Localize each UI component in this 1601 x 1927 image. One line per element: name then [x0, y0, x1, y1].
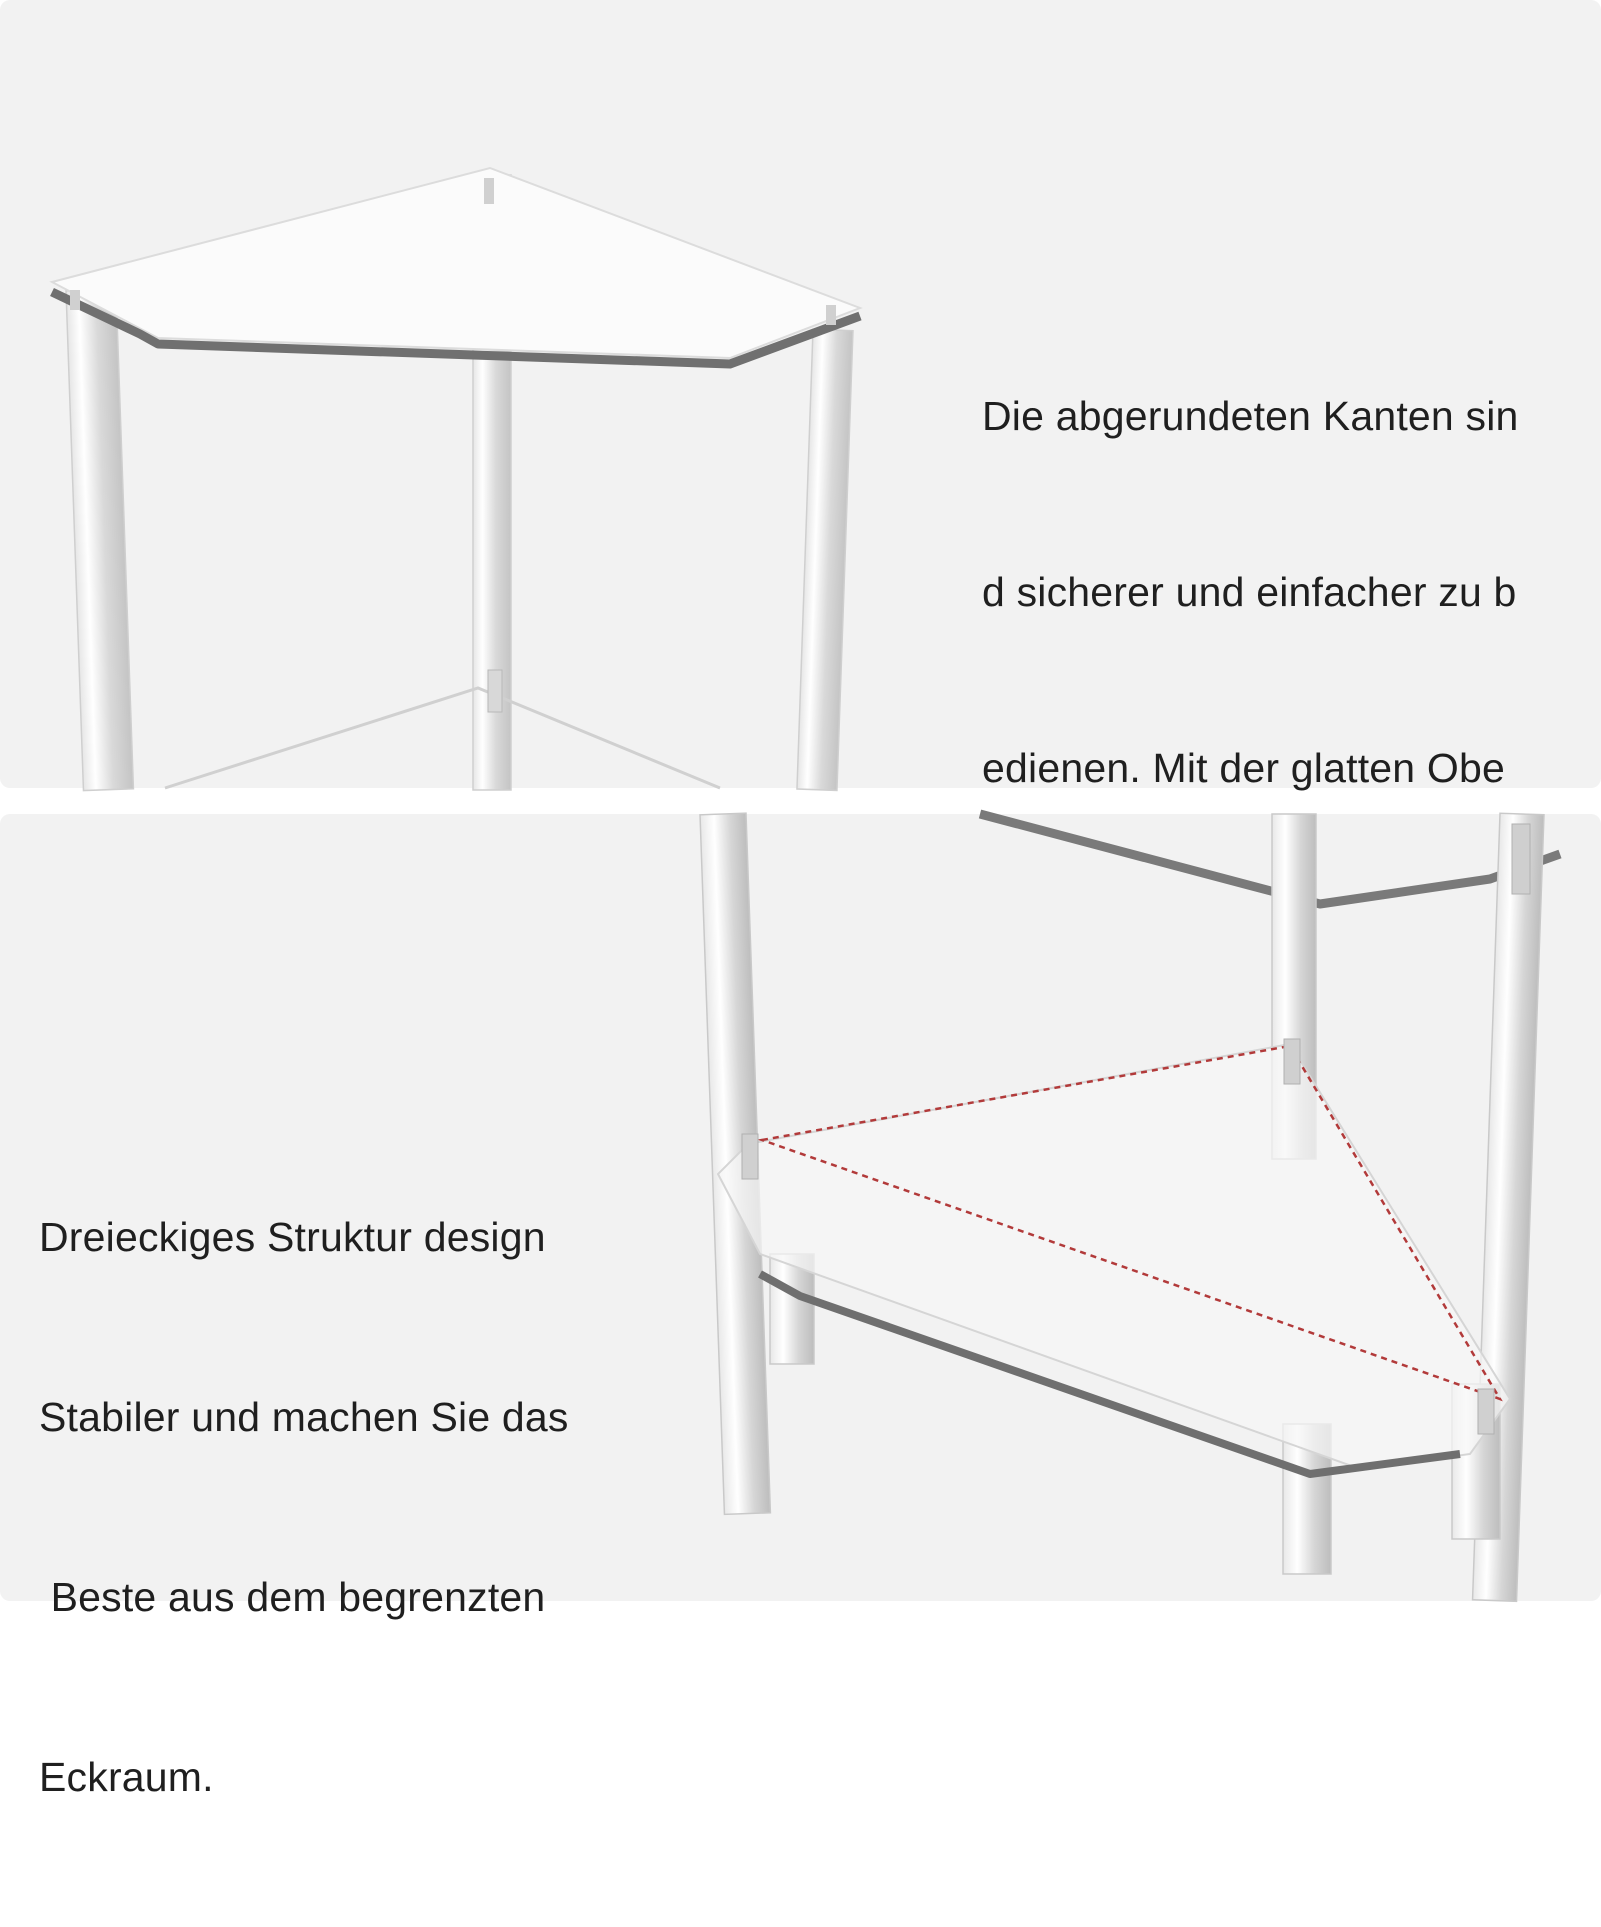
- bottom-caption-line-2: Stabiler und machen Sie das: [39, 1394, 569, 1440]
- top-caption-line-1: Die abgerundeten Kanten sin: [982, 393, 1519, 440]
- top-panel: [0, 0, 1601, 791]
- acrylic-corner-shelf-top-icon: [0, 0, 900, 788]
- top-caption-line-3: edienen. Mit der glatten Obe: [982, 744, 1505, 791]
- bottom-caption-line-1: Dreieckiges Struktur design: [39, 1214, 546, 1260]
- bottom-caption-line-4: Eckraum.: [39, 1754, 214, 1800]
- bottom-caption-line-3: Beste aus dem begrenzten: [39, 1574, 546, 1620]
- bottom-caption: [39, 1087, 569, 1927]
- bottom-panel: [0, 814, 1601, 1800]
- top-caption-line-2: d sicherer und einfacher zu b: [982, 568, 1517, 615]
